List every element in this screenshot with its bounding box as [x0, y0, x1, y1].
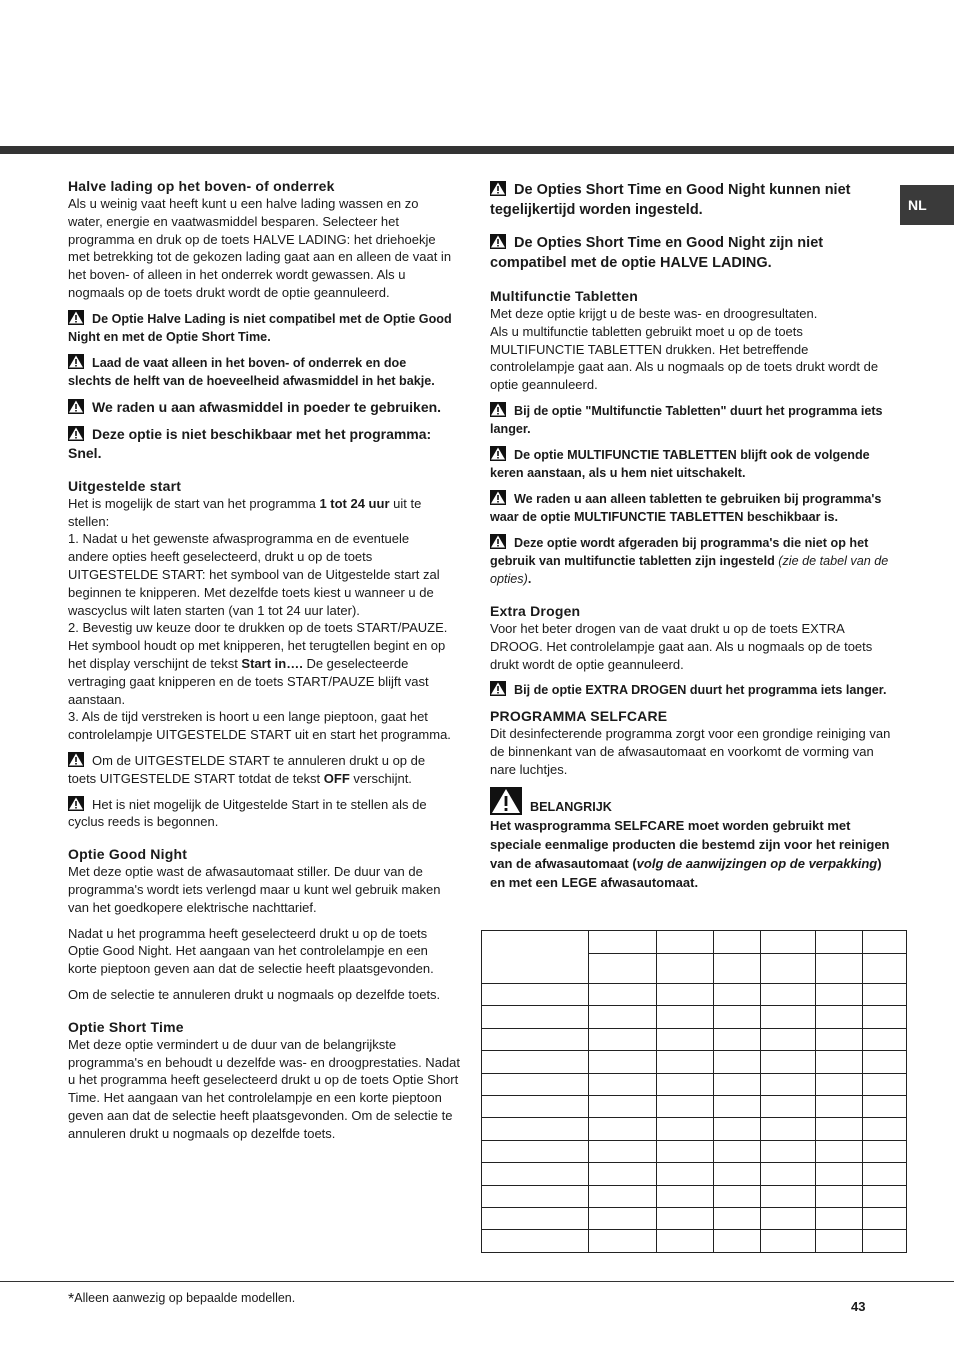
- table-row: [482, 1185, 907, 1207]
- warning-note: De Optie Halve Lading is niet compatibel met de Optie Good Night en met de Optie Short Time.: [68, 311, 452, 344]
- warning-note: De Opties Short Time en Good Night zijn niet compatibel met de optie HALVE LADING.: [490, 235, 824, 271]
- warning-note: De Opties Short Time en Good Night kunnen niet tegelijkertijd worden ingesteld.: [490, 182, 851, 218]
- short-time-text: Met deze optie vermindert u de duur van de belangrijkste programma's en behoudt u dezelfde was- en droogprestaties. Nadat u het programma heeft geselecteerd drukt u op de toets Optie Short Time. Het aangaan van het controlelampje en een korte pieptoon geven aan dat de selectie heeft plaatsgevonden. Om de selectie te annuleren drukt u nogmaals op dezelfde toets.: [68, 1036, 460, 1141]
- table-row: [482, 1118, 907, 1140]
- footnote: *Alleen aanwezig op bepaalde modellen.: [68, 1291, 296, 1308]
- table-cell: [816, 931, 863, 954]
- extra-drogen-text: Voor het beter drogen van de vaat drukt u op de toets EXTRA DROOG. Het controlelampje gaat aan. Als u nogmaals op de toets drukt wordt de optie geannuleerd.: [490, 620, 873, 672]
- table-cell: [657, 931, 714, 954]
- page-number: 43: [851, 1299, 866, 1314]
- table-row: [482, 1095, 907, 1117]
- warning-note: Om de UITGESTELDE START te annuleren drukt u op de toets UITGESTELDE START totdat de tekst OFF verschijnt.: [68, 752, 426, 786]
- warning-note: Het is niet mogelijk de Uitgestelde Start in te stellen als de cyclus reeds is begonnen.: [68, 796, 427, 830]
- table-row: [482, 1006, 907, 1028]
- warning-note: Deze optie is niet beschikbaar met het programma: Snel.: [68, 425, 432, 461]
- uitgestelde-step-3: 3. Als de tijd verstreken is hoort u een lange pieptoon, gaat het controlelampje UITGESTELDE START uit en start het programma.: [68, 709, 451, 743]
- warning-triangle-icon: [490, 402, 506, 417]
- warning-triangle-icon: [490, 787, 522, 815]
- warning-triangle-icon: [68, 426, 84, 441]
- warning-triangle-icon: [68, 399, 84, 414]
- warning-triangle-icon: [68, 354, 84, 369]
- section-title-short-time: Optie Short Time: [68, 1018, 184, 1035]
- header-bar: [0, 146, 954, 154]
- multifunctie-text-2: Als u multifunctie tabletten gebruikt moet u op de toets MULTIFUNCTIE TABLETTEN drukken. Het betreffende controlelampje gaat aan. Als u nogmaals op de toets drukt wordt de optie geannuleerd.: [490, 323, 879, 393]
- table-row: [482, 1140, 907, 1162]
- table-row: [482, 1163, 907, 1185]
- warning-triangle-icon: [68, 310, 84, 325]
- warning-triangle-icon: [68, 796, 84, 811]
- warning-note: Bij de optie EXTRA DROGEN duurt het programma iets langer.: [490, 681, 892, 699]
- selfcare-important-text: Het wasprogramma SELFCARE moet worden gebruikt met speciale eenmalige producten die bestemd zijn voor het reinigen van de afwasautomaat (volg de aanwijzingen op de verpakking) en met een LEGE afwasautomaat.: [490, 817, 890, 890]
- warning-note: De optie MULTIFUNCTIE TABLETTEN blijft ook de volgende keren aanstaan, als u hem niet uitschakelt.: [490, 447, 870, 480]
- table-cell: [760, 931, 816, 954]
- warning-triangle-icon: [68, 752, 84, 767]
- good-night-text-1: Met deze optie wast de afwasautomaat stiller. De duur van de programma's wordt iets verlengd maar u kunt wel gebruik maken van het goedkopere elektrische nachttarief.: [68, 864, 441, 915]
- selfcare-text: Dit desinfecterende programma zorgt voor een grondige reiniging van de binnenkant van de afwasautomaat en voorkomt de vorming van nare luchtjes.: [490, 726, 891, 777]
- warning-note: Bij de optie "Multifunctie Tabletten" duurt het programma iets langer.: [490, 403, 883, 436]
- uitgestelde-step-1: 1. Nadat u het gewenste afwasprogramma en de eventuele andere opties heeft geselecteerd, drukt u op de toets UITGESTELDE START: het symbool van de Uitgestelde start zal beginnen te knipperen. Met dezelfde toets kiest u wanneer u de wascyclus wilt laten starten (van 1 tot 24 uur later).: [68, 531, 440, 618]
- table-row: [482, 1073, 907, 1095]
- table-row: [482, 1207, 907, 1229]
- table-row: [482, 1028, 907, 1050]
- uitgestelde-step-2: 2. Bevestig uw keuze door te drukken op de toets START/PAUZE. Het symbool houdt op met knipperen, het terugtellen begint en op het display verschijnt de tekst Start in…. De geselecteerde vertraging gaat knipperen en de toets START/PAUZE blijft vast aanstaan.: [68, 620, 448, 707]
- good-night-text-2: Nadat u het programma heeft geselecteerd drukt u op de toets Optie Good Night. Het aangaan van het controlelampje en een korte pieptoon geven aan dat de selectie heeft plaatsgevonden.: [68, 925, 434, 977]
- uitgestelde-intro: Het is mogelijk de start van het programma 1 tot 24 uur uit te stellen:: [68, 495, 422, 529]
- section-title-halve-lading: Halve lading op het boven- of onderrek: [68, 178, 335, 194]
- table-cell: [589, 931, 657, 954]
- warning-triangle-icon: [490, 534, 506, 549]
- section-title-uitgestelde-start: Uitgestelde start: [68, 477, 182, 494]
- section-title-selfcare: PROGRAMMA SELFCARE: [490, 708, 668, 725]
- right-column: [490, 181, 892, 892]
- warning-triangle-icon: [490, 490, 506, 505]
- warning-note: We raden u aan alleen tabletten te gebruiken bij programma's waar de optie MULTIFUNCTIE TABLETTEN beschikbaar is.: [490, 491, 882, 524]
- table-cell: [482, 931, 589, 984]
- warning-triangle-icon: [490, 681, 506, 696]
- footer-divider: [0, 1281, 954, 1282]
- warning-triangle-icon: [490, 446, 506, 461]
- multifunctie-text-1: Met deze optie krijgt u de beste was- en droogresultaten.: [490, 306, 818, 321]
- warning-triangle-icon: [490, 234, 506, 249]
- table-cell: [713, 931, 760, 954]
- left-column: [68, 177, 460, 1142]
- halve-lading-text: Als u weinig vaat heeft kunt u een halve lading wassen en zo water, energie en vaatwasmiddel besparen. Selecteer het programma en druk op de toets HALVE LADING: het driehoekje met betrekking tot de gekozen lading gaat aan en alleen de vaat in het boven- of alleen in het onderrek wordt gewassen. Als u nogmaals op de toets drukt wordt de optie geannuleerd.: [68, 196, 452, 300]
- section-title-multifunctie: Multifunctie Tabletten: [490, 288, 639, 304]
- options-table: [481, 930, 907, 1253]
- warning-note: We raden u aan afwasmiddel in poeder te gebruiken.: [68, 398, 453, 417]
- good-night-text-3: Om de selectie te annuleren drukt u nogmaals op dezelfde toets.: [68, 986, 441, 1002]
- table-row: [482, 1051, 907, 1073]
- section-title-extra-drogen: Extra Drogen: [490, 602, 581, 619]
- language-tab: NL: [900, 185, 954, 225]
- warning-note: Laad de vaat alleen in het boven- of onderrek en doe slechts de helft van de hoeveelheid afwasmiddel in het bakje.: [68, 355, 435, 388]
- table-row: [482, 1230, 907, 1252]
- table-row: [482, 984, 907, 1006]
- important-label: BELANGRIJK: [490, 787, 892, 816]
- warning-note: Deze optie wordt afgeraden bij programma's die niet op het gebruik van multifunctie tabletten zijn ingesteld (zie de tabel van de opties).: [490, 535, 889, 586]
- section-title-good-night: Optie Good Night: [68, 846, 188, 863]
- table-cell: [863, 931, 907, 954]
- warning-triangle-icon: [490, 181, 506, 196]
